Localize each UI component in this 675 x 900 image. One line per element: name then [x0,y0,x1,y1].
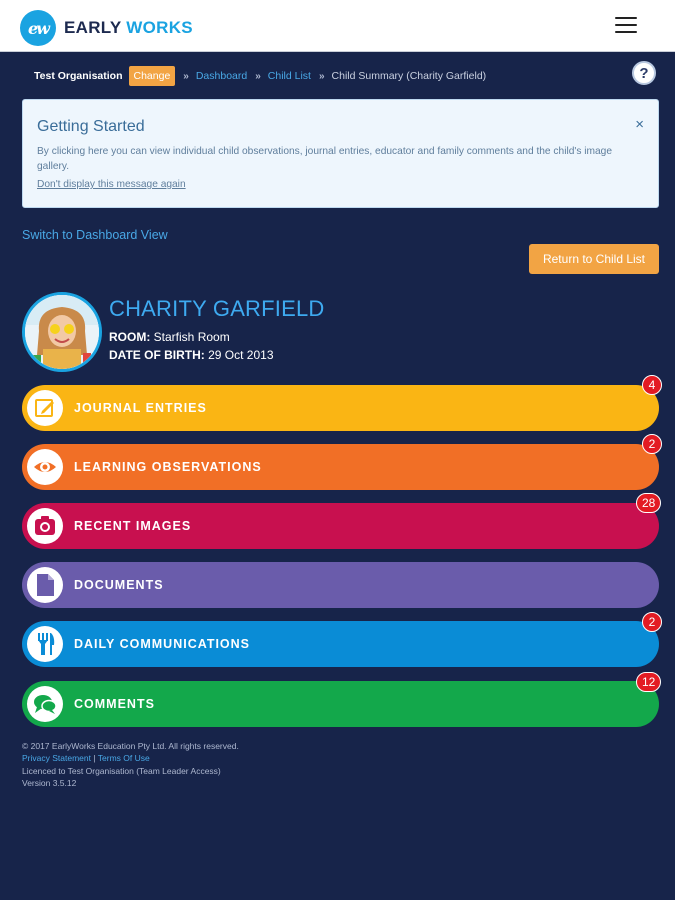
breadcrumb-separator-icon: » [255,70,261,82]
document-icon [27,567,63,603]
dob-value: 29 Oct 2013 [208,348,274,362]
learning-observations-count-badge: 2 [642,434,662,454]
recent-images-label: RECENT IMAGES [74,519,192,533]
footer-link-divider: | [90,753,98,764]
room-label: ROOM: [109,330,151,344]
change-organisation-button[interactable]: Change [129,66,176,86]
logo-mark: ew [20,10,56,46]
getting-started-notice [22,99,659,208]
documents-button[interactable] [22,562,659,608]
eye-icon [27,449,63,485]
dob-label: DATE OF BIRTH: [109,348,205,362]
daily-communications-button[interactable] [22,621,659,667]
chat-bubbles-icon [27,686,63,722]
version-text: Version 3.5.12 [22,777,77,788]
comments-button[interactable] [22,681,659,727]
comments-label: COMMENTS [74,697,155,711]
privacy-statement-link[interactable]: Privacy Statement [22,753,91,764]
pencil-edit-icon [27,390,63,426]
child-name: CHARITY GARFIELD [109,296,325,321]
notice-body: By clicking here you can view individual child observations, journal entries, educator and family comments and the child's image gallery. [37,146,613,172]
journal-entries-count-badge: 4 [642,375,662,395]
footer [22,740,239,789]
learning-observations-label: LEARNING OBSERVATIONS [74,460,262,474]
breadcrumb [34,66,644,86]
help-icon[interactable]: ? [632,61,656,85]
breadcrumb-child-list-link[interactable]: Child List [267,70,311,82]
learning-observations-button[interactable] [22,444,659,490]
recent-images-button[interactable] [22,503,659,549]
return-to-child-list-button[interactable]: Return to Child List [529,244,659,274]
breadcrumb-current: Child Summary (Charity Garfield) [331,70,487,82]
top-bar [0,0,675,52]
logo-word-early: EARLY [64,18,122,37]
comments-count-badge: 12 [636,672,661,692]
journal-entries-button[interactable] [22,385,659,431]
logo-word-works: WORKS [126,18,193,37]
dont-display-again-link[interactable]: Don't display this message again [37,179,186,190]
licence-text: Licenced to Test Organisation (Team Leader Access) [22,765,221,776]
daily-communications-count-badge: 2 [642,612,662,632]
child-avatar [22,292,102,372]
hamburger-menu-icon[interactable] [615,17,637,35]
child-dob [109,348,274,362]
fork-knife-icon [27,626,63,662]
notice-title: Getting Started [37,118,145,135]
daily-communications-label: DAILY COMMUNICATIONS [74,637,251,651]
child-room [109,330,230,344]
copyright-text: © 2017 EarlyWorks Education Pty Ltd. All rights reserved. [22,741,239,751]
camera-icon [27,508,63,544]
close-icon[interactable]: × [635,116,644,133]
breadcrumb-dashboard-link[interactable]: Dashboard [195,70,248,82]
early-works-logo[interactable] [20,10,193,46]
footer-links [22,752,239,764]
terms-of-use-link[interactable]: Terms Of Use [97,753,150,764]
documents-label: DOCUMENTS [74,578,164,592]
recent-images-count-badge: 28 [636,493,661,513]
switch-to-dashboard-link[interactable]: Switch to Dashboard View [22,228,168,242]
journal-entries-label: JOURNAL ENTRIES [74,401,207,415]
logo-wordmark [64,18,193,38]
breadcrumb-separator-icon: » [183,70,189,82]
room-value: Starfish Room [153,330,230,344]
organisation-name: Test Organisation [34,70,123,82]
breadcrumb-separator-icon: » [318,70,325,82]
